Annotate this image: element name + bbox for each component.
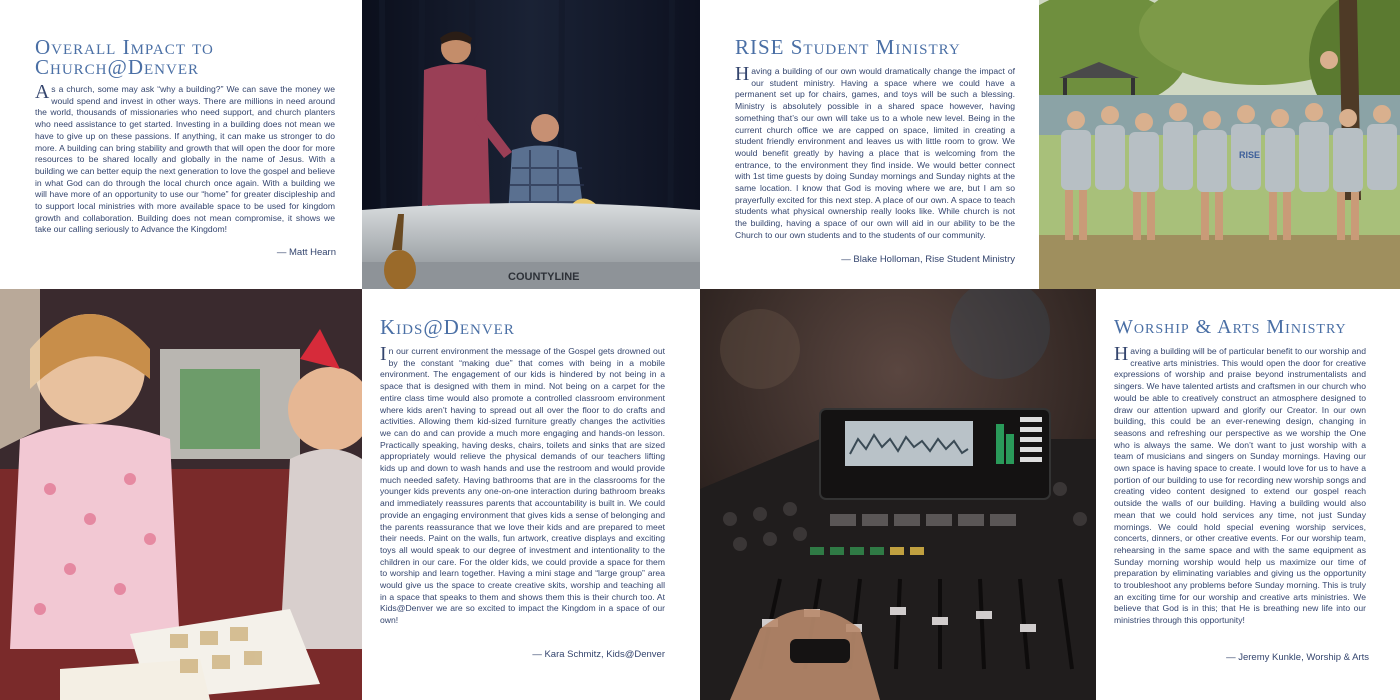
impact-title: Overall Impact to Church@Denver	[35, 35, 214, 79]
mixer-photo	[700, 289, 1096, 700]
kids-photo	[0, 289, 362, 700]
impact-panel	[0, 0, 362, 289]
impact-body: As a church, some may ask “why a building?” We can save the money we would spend and invest in other ways. There are millions in need around the world, thousands of missionaries who need support, and church planters who need assistance to get started. Investing in a building does not mean we have to give up on these passions. If anything, it can make us stronger to do more. A building can bring stability and growth that will open the door for more resources to be shared locally and globally in the name of Jesus. With a building we can better equip the next generation to love the gospel and believe in what God can do through the local church once again. With a building we will have more of an opportunity to use our “home” for greater discipleship and to support local ministries with more available space to be used for kingdom growth and collaboration. Building does not mean compromise, it shows we take our calling seriously to Advance the Kingdom!	[35, 81, 335, 235]
rise-byline: — Blake Holloman, Rise Student Ministry	[841, 254, 1015, 265]
baptism-photo	[362, 0, 700, 289]
worship-title: Worship & Arts Ministry	[1114, 316, 1347, 338]
rise-panel	[700, 0, 1039, 289]
worship-byline: — Jeremy Kunkle, Worship & Arts	[1226, 652, 1369, 663]
impact-byline: — Matt Hearn	[276, 247, 336, 258]
worship-panel	[1096, 289, 1400, 700]
rise-shirt-logo: RISE	[1239, 150, 1261, 160]
worship-body: Having a building will be of particular benefit to our worship and creative arts ministries. This would open the door for creative expressions of worship and praise beyond instrumentalists and singers. We have talented artists and craftsmen in our church who would be able to creatively construct an atmosphere designed to draw our attention upward and glorify our Creator. In our own building, this could be an ever-renewing design, changing in seasons and refreshing our perspective as we worship the One who is always the same. We don’t want to just worship with a team of musicians and singers on Sunday mornings. Having our own space is having space to create. I would love for us to have a portion of our building to use for recording new worship songs and creating video content designed to extend our gospel reach outside the walls of our building. Having a building would also mean that we could hold services any time, not just Sunday mornings. We could hold special evening worship services, concerts, dinners, or other creative events. For our worship team, rehearsing in the same space and with the same equipment as Sunday morning worship would help us maximize our time of preparation by eliminating variables and giving us the opportunity to troubleshoot any problems before Sunday morning. This is truly an exciting time for our worship and creative arts ministries. We believe that God is in this; that He is breathing new life into our ministries through this opportunity!	[1114, 343, 1366, 626]
kids-panel	[362, 289, 700, 700]
students-photo	[1039, 0, 1400, 289]
tub-sign: COUNTYLINE	[508, 271, 580, 283]
rise-body: Having a building of our own would dramatically change the impact of our student ministry. Having a space where we could have a permanent set up for chairs, games, and toys will be such a blessing. Ministry is absolutely possible in a shared space however, having something that’s our own will take us to a whole new level. Being in the current church office we are capped on space, limited in creating a student friendly environment and leaves us with little room to grow. We would benefit greatly by having a place that is welcoming from the entrance, to the environment they find inside. We would better connect with 1st time guests by doing Sunday mornings and Sunday nights at the same location. I know that God is moving where we are, but I am so prayerfully excited for this next step. A place of our own. A space to teach students what physical ownership really looks like. While church is not the building, having a space of our own will aid in our ability to be the Church to our own students and to the students of our community.	[735, 63, 1015, 240]
kids-title: Kids@Denver	[380, 315, 515, 339]
kids-byline: — Kara Schmitz, Kids@Denver	[532, 649, 665, 660]
kids-body: In our current environment the message of the Gospel gets drowned out by the constant “making due” that comes with being in a mobile environment. The engagement of our kids is hindered by not being in a space that is designed with them in mind. Not being on a carpet for the entire class time would also promote a controlled classroom environment where kids aren’t having to spread out all over the floor to do crafts and activities. Allowing them kid-sized furniture greatly changes the activities we can do and can provide a much more engaging and hands-on lesson. Practically speaking, having desks, chairs, toilets and sinks that are sized appropriately would relieve the physical demands of our teachers lifting kids up and down to wash hands and use the restroom and would provide much needed safety. Having bathrooms that are in the classrooms for the younger kids prevents any one-on-one interaction during bathroom breaks and immediately reassures parents that accountability is built in. We could provide an engaging environment that gives kids a sense of belonging and the parents reassurance that we love their kids and are prepared to meet their needs. Paint on the walls, fun artwork, creative displays and exciting toys all would speak to our degree of investment and intentionality to the children in our care. For the older kids, we could provide a space for them to worship and learn together. Having a mini stage and “large group” area would give us the space to create creative skits, worship and teaching all in a space that speaks to them and shows them this is their church too. At Kids@Denver we are so excited to impact the Kingdom in a space of our own!	[380, 343, 665, 626]
rise-title: RISE Student Ministry	[735, 35, 961, 59]
